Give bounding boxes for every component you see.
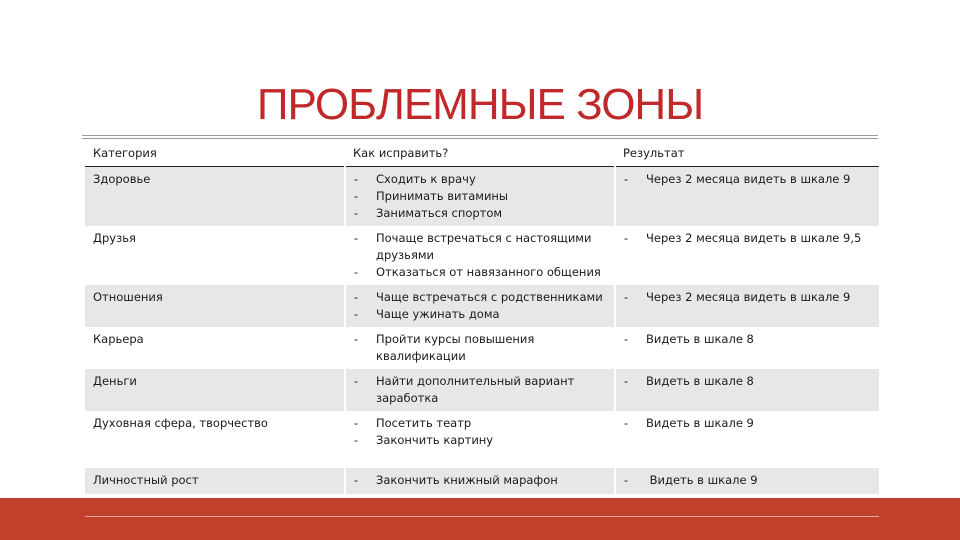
fix-cell <box>345 226 615 285</box>
result-cell <box>615 468 879 494</box>
footer-line <box>85 516 879 517</box>
result-text: Видеть в шкале 9 <box>646 473 758 487</box>
dash-bullet: - <box>354 290 359 304</box>
dash-bullet: - <box>354 332 359 346</box>
fix-cell <box>345 369 615 411</box>
fix-text: Закончить картину <box>376 433 494 447</box>
problem-zones-table <box>85 140 879 494</box>
result-cell <box>615 327 879 369</box>
table-row <box>85 285 879 327</box>
list-item <box>354 432 606 449</box>
table-row <box>85 327 879 369</box>
dash-bullet: - <box>354 265 359 279</box>
list-item <box>624 373 871 390</box>
fix-text: Принимать витамины <box>376 189 509 203</box>
category-cell: Отношения <box>85 285 345 327</box>
fix-cell <box>345 327 615 369</box>
fix-cell <box>345 285 615 327</box>
result-text: Через 2 месяца видеть в шкале 9 <box>646 172 851 186</box>
dash-bullet: - <box>354 433 359 447</box>
list-item <box>354 306 606 323</box>
table-row <box>85 369 879 411</box>
category-cell: Здоровье <box>85 167 345 227</box>
result-cell <box>615 411 879 468</box>
category-cell: Друзья <box>85 226 345 285</box>
dash-bullet: - <box>354 374 359 388</box>
category-cell: Личностный рост <box>85 468 345 494</box>
dash-bullet: - <box>354 231 359 245</box>
title-divider-top <box>82 135 878 136</box>
list-item <box>354 373 606 407</box>
table-row <box>85 468 879 494</box>
list-item <box>354 289 606 306</box>
list-item <box>354 205 606 222</box>
list-item <box>354 188 606 205</box>
table-row <box>85 411 879 468</box>
category-cell: Духовная сфера, творчество <box>85 411 345 468</box>
result-text: Через 2 месяца видеть в шкале 9,5 <box>646 231 862 245</box>
fix-text: Сходить к врачу <box>376 172 476 186</box>
fix-text: Посетить театр <box>376 416 472 430</box>
category-cell: Карьера <box>85 327 345 369</box>
result-cell <box>615 226 879 285</box>
footer-band <box>0 498 960 540</box>
list-item <box>354 264 606 281</box>
page-title: ПРОБЛЕМНЫЕ ЗОНЫ <box>256 80 704 129</box>
list-item <box>354 472 606 489</box>
dash-bullet: - <box>354 172 359 186</box>
list-item <box>354 415 606 432</box>
fix-text: Чаще ужинать дома <box>376 307 500 321</box>
result-text: Видеть в шкале 8 <box>646 374 754 388</box>
list-item <box>354 230 606 264</box>
table-row <box>85 226 879 285</box>
list-item <box>624 331 871 348</box>
fix-cell <box>345 167 615 227</box>
list-item <box>624 472 871 489</box>
dash-bullet: - <box>624 332 629 346</box>
dash-bullet: - <box>624 473 629 487</box>
dash-bullet: - <box>354 473 359 487</box>
dash-bullet: - <box>624 172 629 186</box>
fix-text: Закончить книжный марафон <box>376 473 558 487</box>
title-divider-bottom <box>82 138 878 139</box>
dash-bullet: - <box>354 206 359 220</box>
list-item <box>624 289 871 306</box>
table-header-row <box>85 140 879 167</box>
dash-bullet: - <box>624 231 629 245</box>
fix-text: Отказаться от навязанного общения <box>376 265 601 279</box>
dash-bullet: - <box>624 416 629 430</box>
result-cell <box>615 285 879 327</box>
dash-bullet: - <box>354 416 359 430</box>
dash-bullet: - <box>624 374 629 388</box>
fix-text: Найти дополнительный вариант заработка <box>376 374 575 405</box>
table-row <box>85 167 879 227</box>
dash-bullet: - <box>624 290 629 304</box>
result-cell <box>615 167 879 227</box>
header-how-to-fix: Как исправить? <box>345 140 615 167</box>
fix-text: Чаще встречаться с родственниками <box>376 290 603 304</box>
result-text: Через 2 месяца видеть в шкале 9 <box>646 290 851 304</box>
list-item <box>624 230 871 247</box>
result-cell <box>615 369 879 411</box>
header-category: Категория <box>85 140 345 167</box>
fix-text: Заниматься спортом <box>376 206 503 220</box>
category-cell: Деньги <box>85 369 345 411</box>
list-item <box>354 331 606 365</box>
dash-bullet: - <box>354 307 359 321</box>
header-result: Результат <box>615 140 879 167</box>
list-item <box>624 171 871 188</box>
fix-text: Пройти курсы повышения квалификации <box>376 332 535 363</box>
dash-bullet: - <box>354 189 359 203</box>
fix-cell <box>345 411 615 468</box>
result-text: Видеть в шкале 9 <box>646 416 754 430</box>
list-item <box>624 415 871 432</box>
fix-text: Почаще встречаться с настоящими друзьями <box>376 231 592 262</box>
list-item <box>354 171 606 188</box>
result-text: Видеть в шкале 8 <box>646 332 754 346</box>
fix-cell <box>345 468 615 494</box>
